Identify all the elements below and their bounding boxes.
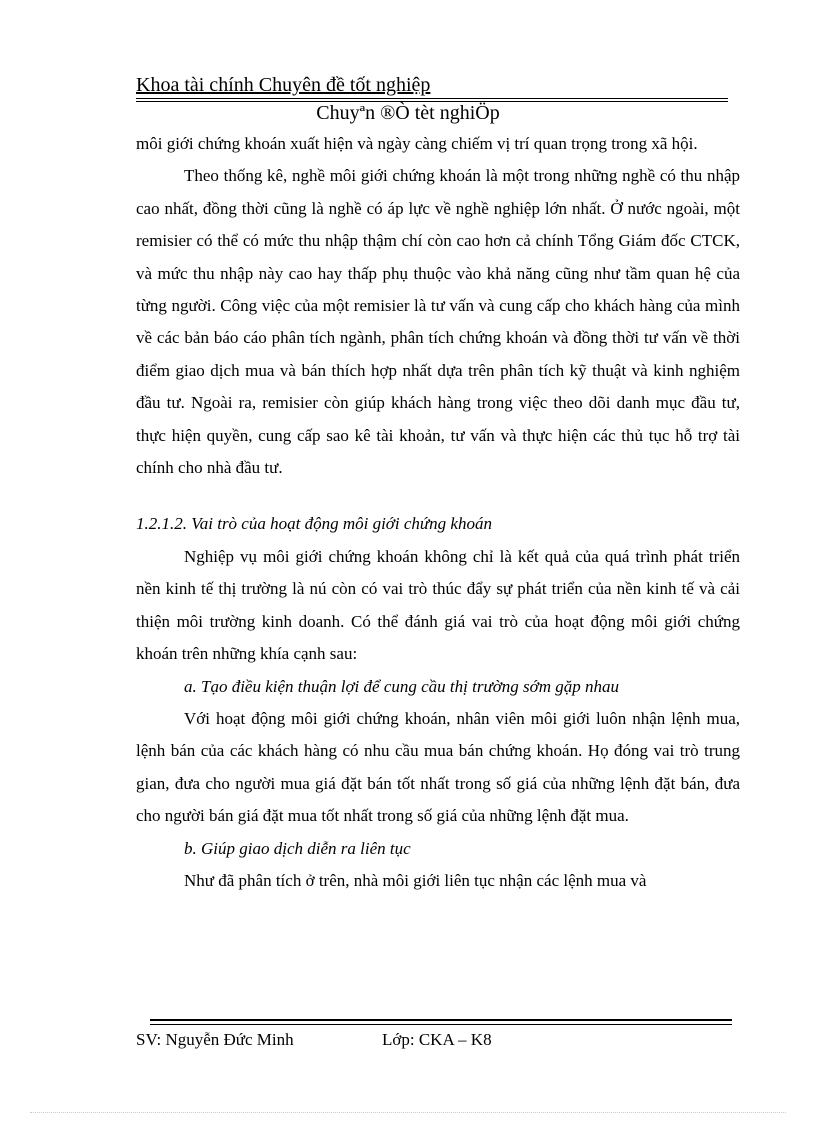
section-heading: 1.2.1.2. Vai trò của hoạt động môi giới chứng khoán xyxy=(136,514,492,534)
header-divider xyxy=(136,98,728,99)
subheading-a: a. Tạo điều kiện thuận lợi để cung cầu thị trường sớm gặp nhau xyxy=(184,676,620,696)
paragraph-4: Với hoạt động môi giới chứng khoán, nhân viên môi giới luôn nhận lệnh mua, lệnh bán của các khách hàng có nhu cầu mua bán chứng khoán. Họ đóng vai trò trung gian, đưa cho người mua giá đặt bán tốt nhất trong số giá của những lệnh đặt bán, đưa cho người bán giá đặt mua tốt nhất trong số giá của những lệnh đặt mua. xyxy=(136,708,740,826)
header-center-title: Chuyªn ®Ò tèt nghiÖp xyxy=(316,102,500,124)
subheading-b: b. Giúp giao dịch diễn ra liên tục xyxy=(184,838,411,858)
paragraph-3: Nghiệp vụ môi giới chứng khoán không chỉ là kết quả của quá trình phát triển nền kinh tế thị trường là nú còn có vai trò thúc đẩy sự phát triển của nền kinh tế và cải thiện môi trường kinh doanh. Có thể đánh giá vai trò của hoạt động môi giới chứng khoán trên những khía cạnh sau: xyxy=(136,546,740,664)
header-left-title: Khoa tài chính Chuyên đề tốt nghiệp xyxy=(136,74,431,96)
paragraph-2: Theo thống kê, nghề môi giới chứng khoán là một trong những nghề có thu nhập cao nhất, đồng thời cũng là nghề có áp lực về nghề nghiệp lớn nhất. Ở nước ngoài, một remisier có thể có mức thu nhập thậm chí còn cao hơn cả chính Tổng Giám đốc CTCK, và mức thu nhập này cao hay thấp phụ thuộc vào khả năng cũng như tầm quan hệ của từng người. Công việc của một remisier là tư vấn và cung cấp cho khách hàng của mình về các bản báo cáo phân tích ngành, phân tích chứng khoán và đồng thời tư vấn về thời điểm giao dịch mua và bán thích hợp nhất dựa trên phân tích kỹ thuật và kinh nghiệm đầu tư. Ngoài ra, remisier còn giúp khách hàng trong việc theo dõi danh mục đầu tư, thực hiện quyền, cung cấp sao kê tài khoản, tư vấn và thực hiện các thủ tục hỗ trợ tài chính cho nhà đầu tư. xyxy=(136,166,740,478)
document-body xyxy=(136,128,740,897)
footer-divider-secondary xyxy=(150,1024,732,1025)
footer-class-label: Lớp: CKA – K8 xyxy=(382,1030,492,1049)
page-bottom-border xyxy=(30,1112,786,1113)
footer-student-name: SV: Nguyễn Đức Minh xyxy=(136,1030,294,1049)
paragraph-5: Như đã phân tích ở trên, nhà môi giới liên tục nhận các lệnh mua và xyxy=(184,870,647,890)
paragraph-1: môi giới chứng khoán xuất hiện và ngày càng chiếm vị trí quan trọng trong xã hội. xyxy=(136,134,698,153)
footer-divider xyxy=(150,1019,732,1021)
section-spacer xyxy=(136,484,740,508)
